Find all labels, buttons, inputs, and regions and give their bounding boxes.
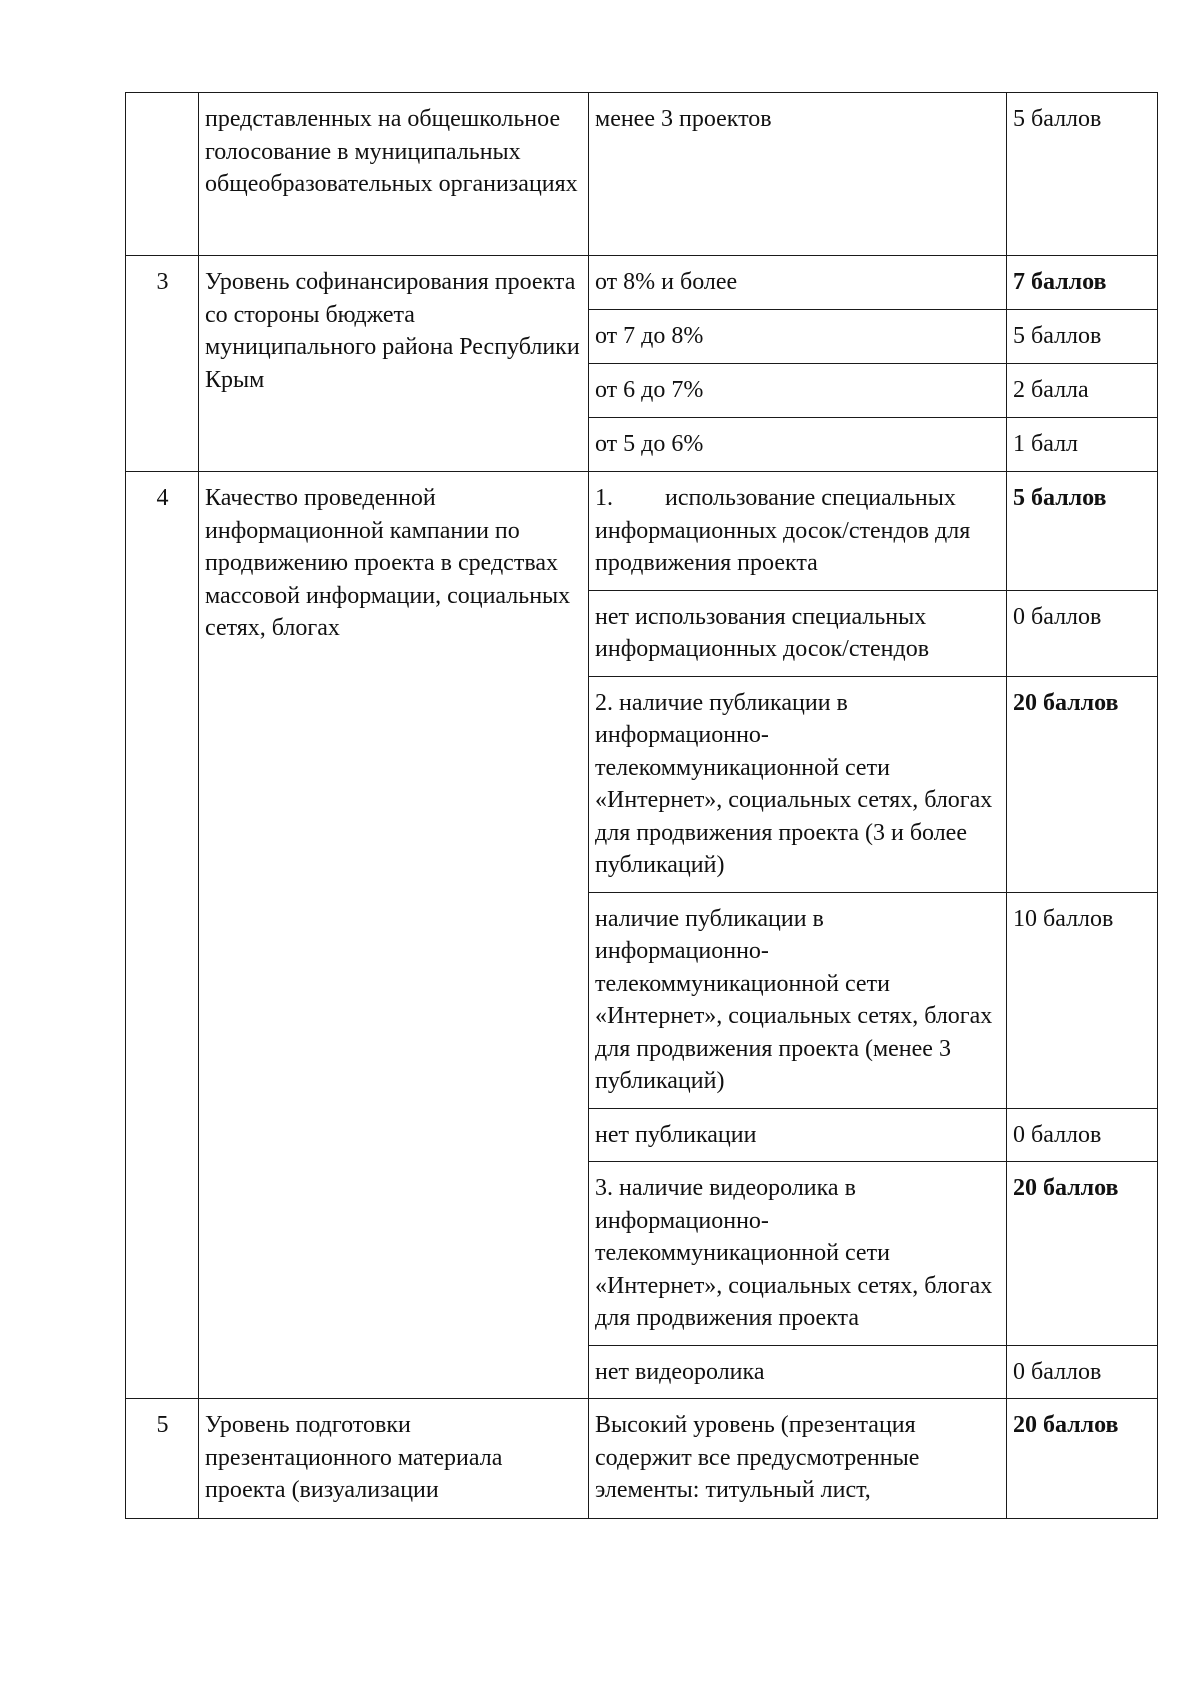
score-cell: 0 баллов [1007, 590, 1158, 676]
condition-cell: 3. наличие видеоролика в информационно-телекоммуникационной сети «Интернет», социальных сетях, блогах для продвижения проекта [589, 1162, 1007, 1346]
table-row [126, 472, 1158, 591]
condition-cell: 2. наличие публикации в информационно-телекоммуникационной сети «Интернет», социальных сетях, блогах для продвижения проекта (3 и более публикаций) [589, 676, 1007, 892]
score-cell: 20 баллов [1007, 1399, 1158, 1519]
condition-cell: нет видеоролика [589, 1345, 1007, 1399]
condition-cell: Высокий уровень (презентация содержит все предусмотренные элементы: титульный лист, [589, 1399, 1007, 1519]
table-row [126, 1399, 1158, 1519]
table-row [126, 256, 1158, 310]
condition-text: использование специальных информационных досок/стендов для продвижения проекта [595, 485, 971, 576]
condition-cell: нет использования специальных информационных досок/стендов [589, 590, 1007, 676]
row-number-cell: 3 [126, 256, 199, 472]
score-cell: 0 баллов [1007, 1345, 1158, 1399]
score-cell: 5 баллов [1007, 93, 1158, 256]
condition-cell: наличие публикации в информационно-телекоммуникационной сети «Интернет», социальных сетях, блогах для продвижения проекта (менее 3 публикаций) [589, 892, 1007, 1108]
score-cell: 1 балл [1007, 418, 1158, 472]
condition-cell: от 7 до 8% [589, 310, 1007, 364]
condition-prefix: 1. [595, 485, 613, 511]
condition-cell: от 5 до 6% [589, 418, 1007, 472]
score-cell: 0 баллов [1007, 1108, 1158, 1162]
row-number-cell: 5 [126, 1399, 199, 1519]
score-cell: 20 баллов [1007, 676, 1158, 892]
condition-cell: нет публикации [589, 1108, 1007, 1162]
criteria-table [125, 92, 1158, 1519]
criterion-name-cell: Уровень подготовки презентационного материала проекта (визуализации [199, 1399, 589, 1519]
condition-cell: от 6 до 7% [589, 364, 1007, 418]
criterion-name-cell: представленных на общешкольное голосование в муниципальных общеобразовательных организациях [199, 93, 589, 256]
score-cell: 7 баллов [1007, 256, 1158, 310]
condition-cell: менее 3 проектов [589, 93, 1007, 256]
table-row [126, 93, 1158, 256]
row-number-cell: 4 [126, 472, 199, 1399]
score-cell: 2 балла [1007, 364, 1158, 418]
criterion-name-cell: Уровень софинансирования проекта со стороны бюджета муниципального района Республики Крым [199, 256, 589, 472]
score-cell: 10 баллов [1007, 892, 1158, 1108]
score-cell: 20 баллов [1007, 1162, 1158, 1346]
score-cell: 5 баллов [1007, 472, 1158, 591]
criterion-name-cell: Качество проведенной информационной кампании по продвижению проекта в средствах массовой информации, социальных сетях, блогах [199, 472, 589, 1399]
condition-cell: от 8% и более [589, 256, 1007, 310]
score-cell: 5 баллов [1007, 310, 1158, 364]
row-number-cell [126, 93, 199, 256]
condition-cell [589, 472, 1007, 591]
